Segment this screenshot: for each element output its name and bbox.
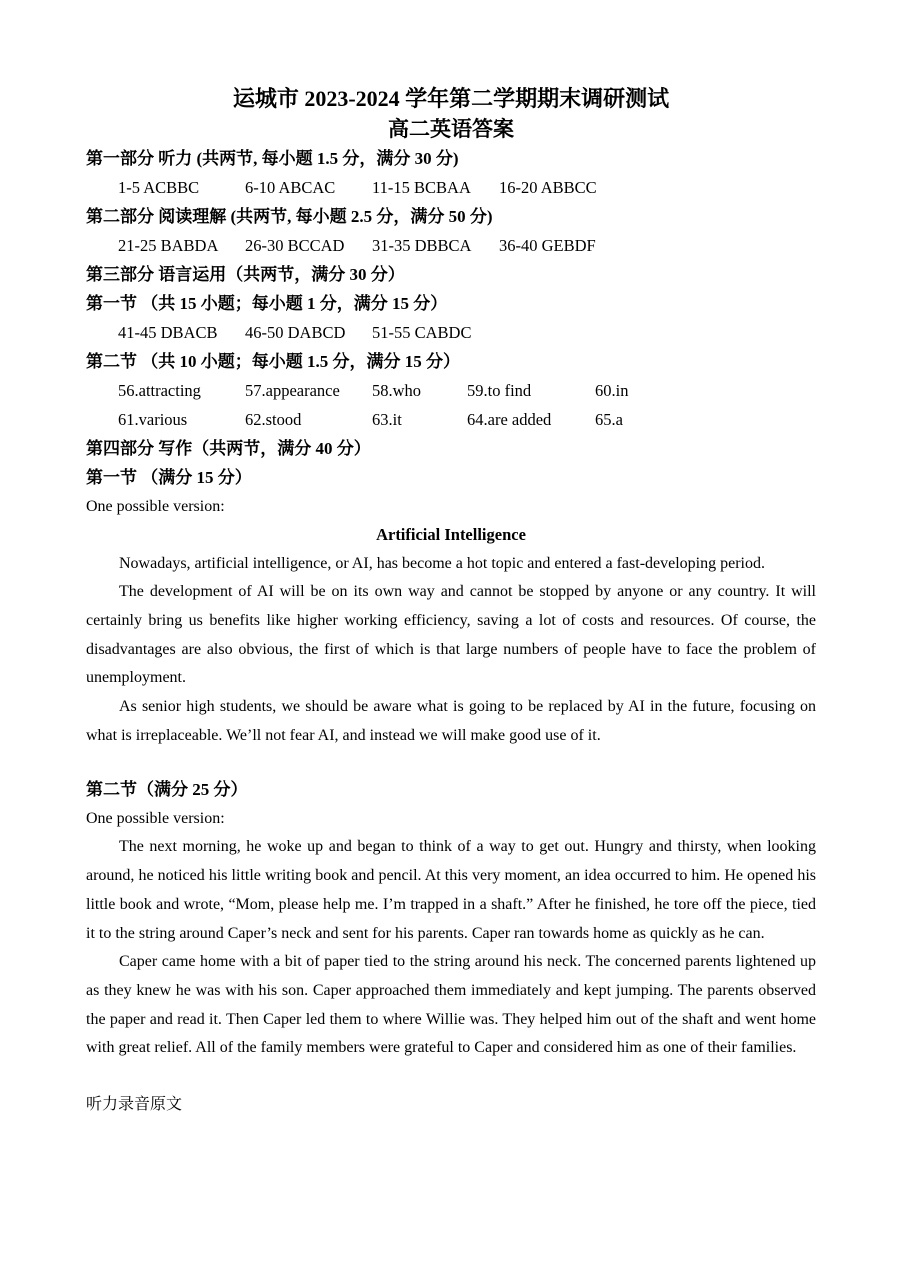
possible-version-note: One possible version:	[86, 498, 225, 515]
fill-answer: 63.it	[372, 410, 402, 429]
essay-paragraph: The next morning, he woke up and began to think of a way to get out. Hungry and thirsty, when looking around, he noticed his little writing book and pencil. At this very moment, an idea occurred to him. He opened his little book and wrote, “Mom, please help me. I’m trapped in a shaft.” After he finished, he tore off the piece, tied it to the string around Caper’s neck and sent for his parents. Caper ran towards home as quickly as he can.	[86, 838, 816, 942]
answer-group: 16-20 ABBCC	[499, 178, 597, 197]
answer-group: 6-10 ABCAC	[245, 178, 336, 197]
fill-answer: 59.to find	[467, 381, 532, 400]
fill-answer: 57.appearance	[245, 381, 340, 400]
listening-script-label: 听力录音原文	[86, 1096, 183, 1114]
fill-answer: 62.stood	[245, 410, 302, 429]
part2-answer-row	[86, 231, 816, 260]
fill-answer: 56.attracting	[118, 381, 201, 400]
essay-part4-section1	[86, 550, 816, 751]
essay-paragraph: Nowadays, artificial intelligence, or AI, has become a hot topic and entered a fast-developing period.	[119, 554, 765, 572]
essay-paragraph: As senior high students, we should be aware what is going to be replaced by AI in the future, focusing on what is irreplaceable. We’ll not fear AI, and instead we will make good use of it.	[86, 698, 816, 744]
part4-section1-heading: 第一节 （满分 15 分）	[86, 468, 252, 487]
answer-group: 11-15 BCBAA	[372, 178, 471, 197]
answer-group: 36-40 GEBDF	[499, 236, 596, 255]
document-title: 运城市 2023-2024 学年第二学期期末调研测试	[232, 86, 670, 111]
fill-answer: 64.are added	[467, 410, 552, 429]
answer-group: 1-5 ACBBC	[118, 178, 200, 197]
part3-section1-heading: 第一节 （共 15 小题；每小题 1 分，满分 15 分）	[86, 294, 448, 313]
part3-section2-heading: 第二节 （共 10 小题；每小题 1.5 分，满分 15 分）	[86, 352, 460, 371]
answer-group: 26-30 BCCAD	[245, 236, 345, 255]
essay-part4-section2	[86, 833, 816, 1063]
fill-answer: 60.in	[595, 381, 629, 400]
part1-heading: 第一部分 听力 (共两节, 每小题 1.5 分，满分 30 分)	[86, 149, 459, 168]
answer-group: 51-55 CABDC	[372, 323, 472, 342]
answer-group: 41-45 DBACB	[118, 323, 218, 342]
part3-heading: 第三部分 语言运用（共两节，满分 30 分）	[86, 265, 405, 284]
document-subtitle: 高二英语答案	[388, 117, 514, 141]
fill-answer-row-61-65	[86, 405, 816, 434]
fill-answer: 61.various	[118, 410, 188, 429]
essay-paragraph: Caper came home with a bit of paper tied to the string around his neck. The concerned parents lightened up as they knew he was with his son. Caper approached them immediately and kept jumping. The parents observed the paper and read it. Then Caper led them to where Willie was. They helped him out of the shaft and went home with great relief. All of the family members were grateful to Caper and considered him as one of their families.	[86, 953, 816, 1057]
part4-section2-heading: 第二节（满分 25 分）	[86, 780, 248, 800]
part2-heading: 第二部分 阅读理解 (共两节, 每小题 2.5 分，满分 50 分)	[86, 207, 493, 226]
essay-title: Artificial Intelligence	[376, 525, 526, 544]
essay-paragraph: The development of AI will be on its own way and cannot be stopped by anyone or any country. It will certainly bring us benefits like higher working efficiency, saving a lot of costs and resources. Of course, the disadvantages are also obvious, the first of which is that large numbers of people have to face the problem of unemployment.	[86, 583, 816, 687]
part4-heading: 第四部分 写作（共两节，满分 40 分）	[86, 439, 371, 458]
answer-group: 31-35 DBBCA	[372, 236, 472, 255]
part3-section1-answer-row	[86, 318, 816, 347]
fill-answer-row-56-60	[86, 376, 816, 405]
fill-answer: 65.a	[595, 410, 623, 429]
answer-group: 21-25 BABDA	[118, 236, 219, 255]
possible-version-note: One possible version:	[86, 810, 225, 828]
fill-answer: 58.who	[372, 381, 422, 400]
part1-answer-row	[86, 173, 816, 202]
answer-group: 46-50 DABCD	[245, 323, 346, 342]
